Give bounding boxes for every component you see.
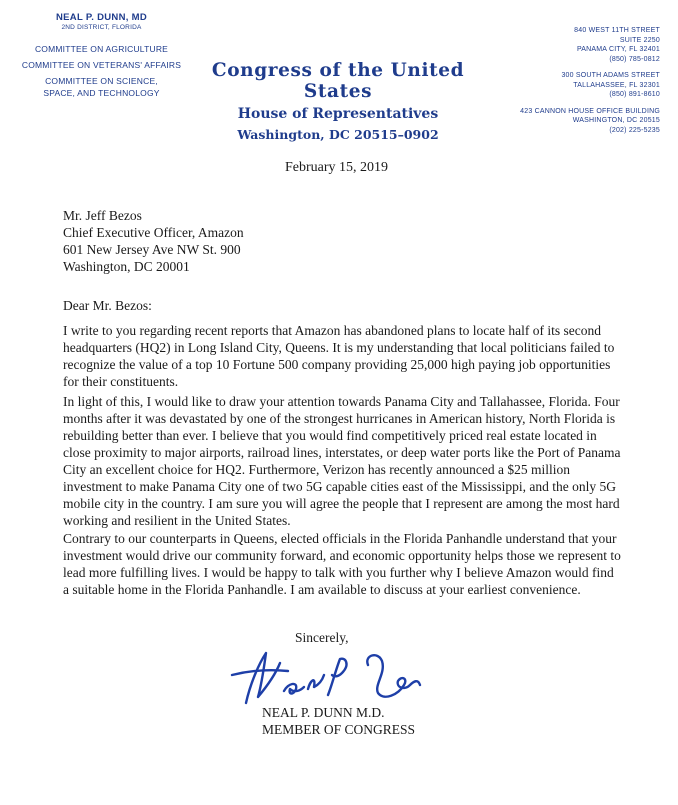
- office-line: (850) 785-0812: [609, 55, 660, 63]
- closing: Sincerely,: [295, 630, 349, 645]
- congress-title: Congress of the United States: [211, 60, 465, 102]
- house-title: House of Representatives: [237, 106, 439, 122]
- office-line: 840 WEST 11TH STREET: [574, 27, 660, 34]
- paragraph-text: I write to you regarding recent reports that Amazon has abandoned plans to locate half of its second headquarters (HQ2) in Long Island City, Queens. It is my understanding that local politicians failed to recognize the value of a top 10 Fortune 500 company providing 25,000 high paying job opportunities for their constituents.: [63, 323, 615, 389]
- signer-name: NEAL P. DUNN M.D.: [262, 705, 385, 720]
- recipient-street: 601 New Jersey Ave NW St. 900: [63, 242, 241, 257]
- office-line: WASHINGTON, DC 20515: [572, 117, 660, 124]
- office-panama-city: [510, 26, 660, 64]
- letter-date: February 15, 2019: [285, 160, 389, 175]
- recipient-name: Mr. Jeff Bezos: [63, 208, 142, 223]
- signer-title: MEMBER OF CONGRESS: [262, 722, 416, 737]
- office-washington: [510, 107, 660, 136]
- committee-item: COMMITTEE ON AGRICULTURE: [34, 44, 169, 54]
- letterhead-left: [14, 12, 189, 99]
- office-addresses: [510, 26, 660, 142]
- member-name: NEAL P. DUNN, MD: [55, 12, 147, 23]
- office-line: TALLAHASSEE, FL 32301: [573, 81, 660, 89]
- office-line: 423 CANNON HOUSE OFFICE BUILDING: [520, 107, 660, 115]
- committee-item: COMMITTEE ON SCIENCE,: [45, 76, 158, 86]
- office-line: 300 SOUTH ADAMS STREET: [561, 72, 660, 79]
- committee-list: [14, 43, 189, 99]
- office-line: (850) 891-8610: [609, 91, 660, 98]
- letterhead-center: [188, 60, 488, 142]
- recipient-address: [63, 207, 623, 275]
- committee-item: SPACE, AND TECHNOLOGY: [43, 88, 160, 98]
- salutation: Dear Mr. Bezos:: [63, 298, 152, 313]
- office-line: SUITE 2250: [619, 36, 660, 44]
- paragraph-text: In light of this, I would like to draw your attention towards Panama City and Tallahassee, Florida. Four months after it was devastated by one of the strongest hurricanes in American history, North Florida is rebuilding better than ever. I believe that you would find competitively priced real estate located in close proximity to major airports, railroad lines, interstates, or deep water ports like the Port of Panama City an excellent choice for HQ2. Furthermore, Verizon has recently announced a $25 million investment to make Panama City one of two 5G capable cities east of the Mississippi, and the only 5G mobile city in the country. I am sure you will agree the people that I represent are among the most hard working and resilient in the United States.: [63, 394, 621, 528]
- office-tallahassee: [510, 71, 660, 100]
- body-paragraph-2: [63, 393, 623, 529]
- letterhead-city: Washington, DC 20515–0902: [237, 127, 439, 142]
- office-line: (202) 225-5235: [609, 126, 660, 134]
- recipient-title: Chief Executive Officer, Amazon: [63, 225, 244, 240]
- member-district: 2ND DISTRICT, FLORIDA: [61, 24, 142, 31]
- signature-block: [262, 704, 415, 738]
- office-line: PANAMA CITY, FL 32401: [576, 46, 660, 53]
- body-paragraph-1: [63, 322, 623, 390]
- committee-item: COMMITTEE ON VETERANS' AFFAIRS: [21, 60, 182, 70]
- paragraph-text: Contrary to our counterparts in Queens, elected officials in the Florida Panhandle understand that your investment would drive our community forward, and economic opportunity helps those we represent to lead more fulfilling lives. I would be happy to talk with you further why I believe Amazon would find a suitable home in the Florida Panhandle. I am available to discuss at your earliest convenience.: [63, 531, 621, 597]
- recipient-city: Washington, DC 20001: [63, 259, 190, 274]
- body-paragraph-3: [63, 530, 623, 598]
